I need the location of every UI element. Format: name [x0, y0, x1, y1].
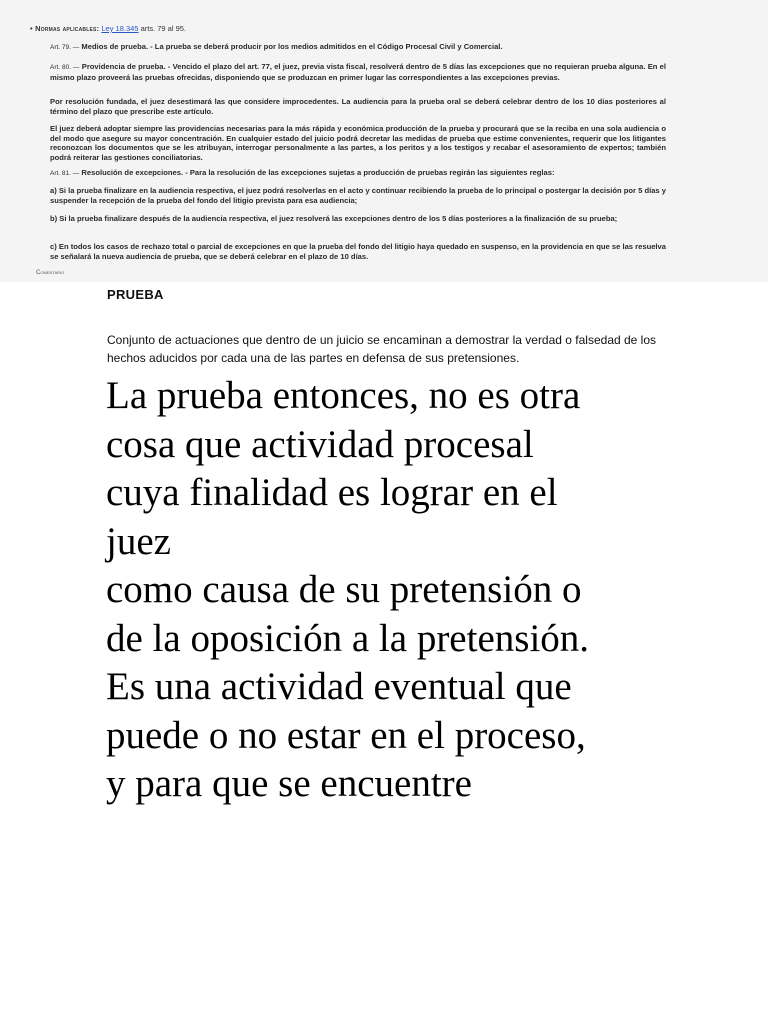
article-79: [50, 42, 666, 53]
text-line: cosa que actividad procesal: [106, 422, 534, 466]
text-line: como causa de su pretensión o: [106, 568, 582, 611]
article-80-paragraph-2: [50, 97, 666, 116]
article-text: Medios de prueba. - La prueba se deberá producir por los medios admitidos en el Código Procesal Civil y Comercial.: [81, 42, 503, 51]
ley-link[interactable]: Ley 18.345: [101, 24, 139, 33]
cut-off-text: Comentario: [36, 270, 65, 276]
article-number: Art. 79. —: [50, 44, 80, 51]
article-text: Providencia de prueba. - Vencido el plazo del art. 77, el juez, previa vista fiscal, resolverá dentro de 5 días las excepciones que no requieran prueba alguna. En el mismo plazo proveerá las pruebas ofrecidas, disponiendo que se produzcan en primer lugar las correspondientes a las excepciones previas.: [50, 62, 666, 82]
article-number: Art. 81. —: [50, 170, 80, 177]
normas-aplicables: [30, 24, 186, 33]
article-text: Resolución de excepciones. - Para la resolución de las excepciones sujetas a producción de pruebas regirán las siguientes reglas:: [81, 168, 555, 177]
article-81: [50, 168, 666, 179]
article-text: Por resolución fundada, el juez desestimará las que considere improcedentes. La audiencia para la prueba oral se deberá celebrar dentro de los 10 días posteriores al término del plazo que prescribe este artículo.: [50, 97, 666, 116]
large-text-block: [106, 372, 746, 809]
article-text: a) Si la prueba finalizare en la audiencia respectiva, el juez podrá resolverlas en el acto y continuar recibiendo la prueba de lo principal o postergar la decisión por 5 días y suspender la recepción de la prueba del fondo del litigio prevista para esa audiencia;: [50, 186, 666, 205]
text-line: Es una actividad eventual que: [106, 665, 572, 708]
article-81-rule-c: [50, 242, 666, 261]
article-81-rule-b: [50, 214, 666, 224]
article-number: Art. 80. —: [50, 64, 80, 71]
text-line: juez: [106, 519, 171, 563]
article-text: c) En todos los casos de rechazo total o parcial de excepciones en que la prueba del fondo del litigio haya quedado en suspenso, en la providencia en que se las resuelva se señalará la nueva audiencia de prueba, que se deberá celebrar en el plazo de 10 días.: [50, 242, 666, 261]
section-heading: PRUEBA: [107, 287, 164, 302]
normas-rest: arts. 79 al 95.: [138, 24, 187, 33]
article-text: b) Si la prueba finalizare después de la audiencia respectiva, el juez resolverá las excepciones dentro de los 5 días posteriores a la finalización de su prueba;: [50, 214, 618, 223]
text-line: de la oposición a la pretensión.: [106, 616, 590, 660]
normas-label: • Normas aplicables:: [30, 24, 100, 33]
text-line: La prueba entonces, no es otra: [106, 374, 581, 417]
article-80: [50, 62, 666, 82]
text-line: cuya finalidad es lograr en el: [106, 471, 558, 514]
scanned-law-excerpt: [0, 0, 768, 282]
text-line: y para que se encuentre: [106, 762, 472, 805]
definition-paragraph: Conjunto de actuaciones que dentro de un juicio se encaminan a demostrar la verdad o falsedad de los hechos aducidos por cada una de las partes en defensa de sus pretensiones.: [107, 333, 657, 365]
text-line: puede o no estar en el proceso,: [106, 713, 586, 757]
article-text: El juez deberá adoptar siempre las providencias necesarias para la más rápida y económica producción de la prueba y procurará que se la reciba en una sola audiencia o del modo que asegure su mayor concentración. En cualquier estado del juicio podrá decretar las medidas de prueba que estime convenientes, requerir que los litigantes reconozcan los documentos que se les atribuyan, interrogar personalmente a las partes, a los peritos y a los testigos y recabar el asesoramiento de expertos; también podrá reiterar las gestiones conciliatorias.: [50, 124, 666, 162]
article-81-rule-a: [50, 186, 666, 205]
article-80-paragraph-3: [50, 124, 666, 162]
